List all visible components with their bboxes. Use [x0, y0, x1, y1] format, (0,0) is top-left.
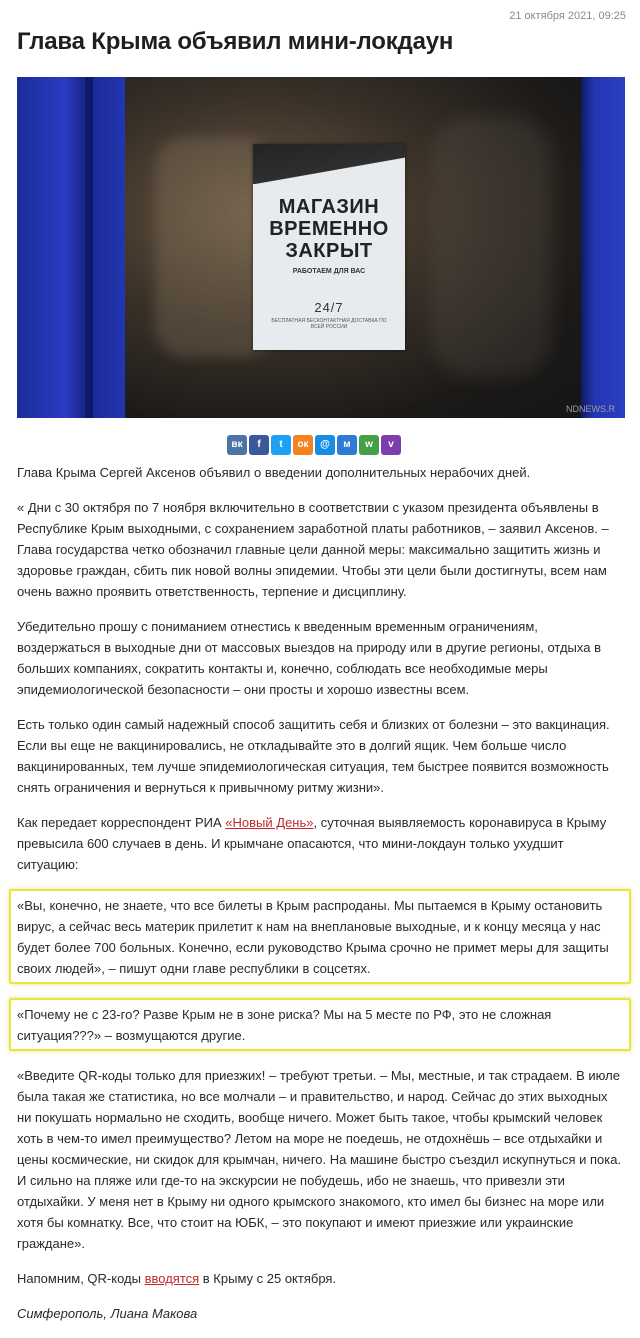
quote-text: «Вы, конечно, не знаете, что все билеты в Крым распроданы. Мы пытаемся в Крыму остановить вирус, а сейчас весь материк прилетит к нам на внеплановые выходные, и к концу месяца у нас будет более 700 больных. Конечно, если руководство Крыма срочно не примет меры для защиты своих людей», – пишут одни главе республики в соцсетях.: [17, 898, 609, 976]
moimir-share-icon[interactable]: м: [337, 435, 357, 455]
paragraph-reminder: [17, 1268, 623, 1289]
article-photo: [17, 77, 625, 418]
article-body: [17, 462, 623, 1338]
sign-line-2: ВРЕМЕННО: [269, 218, 389, 240]
share-buttons: [227, 435, 401, 455]
mailru-share-icon[interactable]: @: [315, 435, 335, 455]
sign-hours: 24/7: [314, 300, 344, 315]
author-signature: Симферополь, Лиана Макова: [17, 1306, 198, 1321]
text-segment: , суточная выявляемость коронавируса в Крыму превысила 600 случаев в день. И крымчане опасаются, что мини-локдаун только ухудшит ситуацию:: [17, 815, 607, 872]
whatsapp-share-icon[interactable]: w: [359, 435, 379, 455]
odnoklassniki-share-icon[interactable]: ок: [293, 435, 313, 455]
paragraph-correspondent: [17, 812, 623, 875]
paragraph-quote-start: « Дни с 30 октября по 7 ноября включительно в соответствии с указом президента объявлены в Республике Крым выходными, с сохранением заработной платы работников, – заявил Аксенов. – Глава государства четко обозначил главные цели данной меры: максимально защитить жизнь и здоровье граждан, сбить пик новой волны эпидемии. Чтобы эти цели были достигнуты, всем нам очень важно проявить ответственность, терпение и дисциплину.: [17, 500, 609, 599]
sign-subtitle: РАБОТАЕМ ДЛЯ ВАС: [292, 268, 366, 275]
paragraph-qr-demand: «Введите QR-коды только для приезжих! – требуют третьи. – Мы, местные, и так страдаем. В июле была такая же статистика, но все молчали – и правительство, и народ. Сейчас до этих выходных ни покушать нормально не сходить, вообще ничего. Может быть такое, чтобы крымский человек хоть в чем-то имел преимущество? Летом на море не поедешь, не отдохнёшь – все отдыхайки и цены космические, ни скидок для крымчан, ничего. На машине быстро съездил искупнуться и пока. И сильно на пляже или где-то на экскурсии не побудешь, ибо не знаешь, что привезли эти отдыхайки. У меня нет в Крыму ни одного крымского знакомого, кто имел бы бизнес на море или хотя бы комнатку. Все, что стоит на ЮБК, – это покупают и имеют приезжие или украинские граждане».: [17, 1068, 622, 1251]
paragraph-restrictions: Убедительно прошу с пониманием отнестись к введенным временным ограничениям, воздержаться в выходные дни от массовых выездов на природу или в другие регионы, отдыха в больших компаниях, сократить контакты и, конечно, соблюдать все необходимые меры эпидемиологической безопасности – они просты и хорошо известны всем.: [17, 619, 601, 697]
page-title: Глава Крыма объявил мини-локдаун: [17, 28, 454, 55]
door-frame-right: [581, 77, 625, 418]
highlighted-quote-2: [9, 998, 631, 1051]
qr-codes-link[interactable]: вводятся: [144, 1271, 200, 1286]
door-frame-left: [17, 77, 125, 418]
sign-footer: БЕСПЛАТНАЯ БЕСКОНТАКТНАЯ ДОСТАВКА ПО ВСЕЙ РОССИИ: [271, 318, 387, 330]
twitter-share-icon[interactable]: t: [271, 435, 291, 455]
facebook-share-icon[interactable]: f: [249, 435, 269, 455]
publish-date: 21 октября 2021, 09:25: [509, 10, 626, 22]
sign-header-band: [253, 144, 405, 184]
text-segment: Как передает корреспондент РИА: [17, 815, 226, 830]
shop-closed-sign: [253, 144, 405, 350]
vk-share-icon[interactable]: вк: [227, 435, 247, 455]
text-segment: в Крыму с 25 октября.: [199, 1271, 337, 1286]
novy-den-link[interactable]: «Новый День»: [225, 815, 314, 830]
text-segment: Напомним, QR-коды: [17, 1271, 145, 1286]
paragraph-vaccination: Есть только один самый надежный способ защитить себя и близких от болезни – это вакцинация. Если вы еще не вакцинировались, не откладывайте это в долгий ящик. Чем больше число вакцинированных, тем лучше эпидемиологическая ситуация, тем быстрее появится возможность снять ограничения и вернуться к привычному ритму жизни».: [17, 717, 610, 795]
sign-main-text: [253, 196, 405, 262]
viber-share-icon[interactable]: v: [381, 435, 401, 455]
paragraph-lead: Глава Крыма Сергей Аксенов объявил о введении дополнительных нерабочих дней.: [17, 465, 531, 480]
sign-line-1: МАГАЗИН: [278, 196, 380, 218]
photo-watermark: NDNEWS.R: [566, 404, 615, 414]
sign-line-3: ЗАКРЫТ: [285, 240, 373, 262]
quote-text: «Почему не с 23-го? Разве Крым не в зоне риска? Мы на 5 месте по РФ, это не сложная ситуация???» – возмущаются другие.: [17, 1007, 552, 1043]
highlighted-quote-1: [9, 889, 631, 984]
